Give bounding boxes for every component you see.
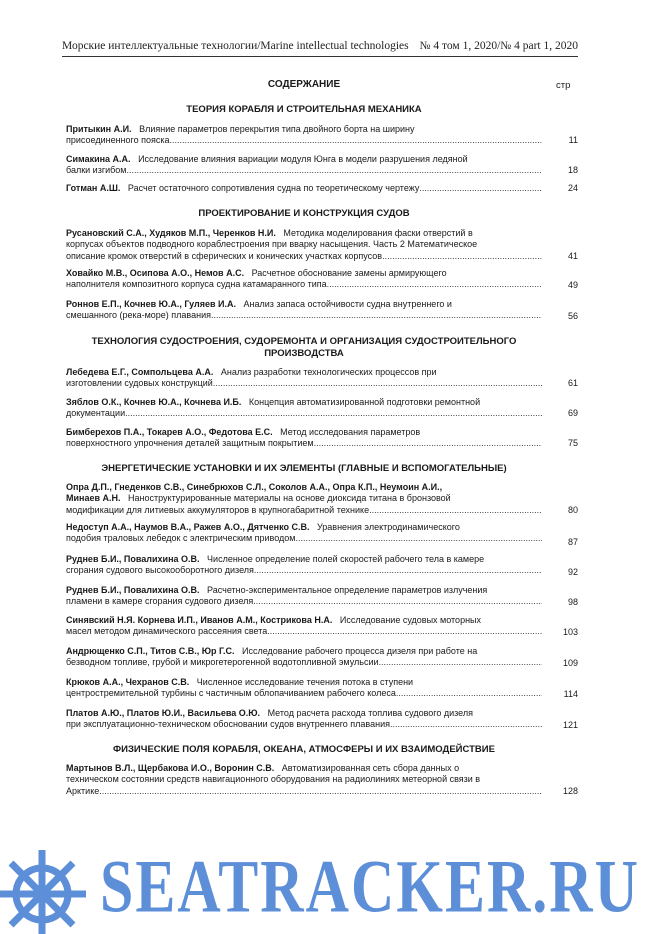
section-title-line: ТЕХНОЛОГИЯ СУДОСТРОЕНИЯ, СУДОРЕМОНТА И ОРГАНИЗАЦИЯ СУДОСТРОИТЕЛЬНОГО <box>91 336 517 347</box>
toc-entry <box>66 124 542 147</box>
toc-entry <box>66 482 542 516</box>
entry-authors: Крюков А.А., Чехранов С.В. <box>66 677 190 687</box>
entry-title-end: балки изгибом <box>66 165 127 176</box>
entry-authors: Бимберехов П.А., Токарев А.О., Федотова Е.С. <box>66 427 273 437</box>
leader-dots <box>369 505 542 516</box>
issue-number: № 4 том 1, 2020/№ 4 part 1, 2020 <box>419 40 578 52</box>
journal-title: Морские интеллектуальные технологии/Marine intellectual technologies <box>62 40 409 52</box>
entry-page: 61 <box>567 378 578 388</box>
entry-authors: Симакина А.А. <box>66 154 131 164</box>
entry-title: Численное исследование течения потока в ступени <box>196 677 414 687</box>
entry-title-end: пламени в камере сгорания судового дизеля <box>66 596 254 607</box>
entry-authors: Готман А.Ш. <box>66 183 121 193</box>
toc-entry <box>66 268 542 291</box>
toc-entry <box>66 763 542 797</box>
page-column-label: стр <box>556 80 571 91</box>
toc-entry <box>66 183 542 194</box>
entry-page: 98 <box>567 597 578 607</box>
header-rule <box>62 56 578 57</box>
entry-title: Расчетно-экспериментальное определение параметров излучения <box>207 585 488 595</box>
entry-title: Метод исследования параметров <box>280 427 421 437</box>
section-title: ЭНЕРГЕТИЧЕСКИЕ УСТАНОВКИ И ИХ ЭЛЕМЕНТЫ (ГЛАВНЫЕ И ВСПОМОГАТЕЛЬНЫЕ) <box>101 463 507 474</box>
leader-dots <box>213 378 542 389</box>
entry-page: 109 <box>562 658 578 668</box>
entry-title-end: безводном топливе, грубой и микрогетерогенной водотопливной эмульсии <box>66 657 379 668</box>
entry-title-cont: корпусах объектов подводного кораблестроения при вварку насыщения. Часть 2 Математическое <box>66 239 478 250</box>
leader-dots <box>254 565 542 576</box>
entry-page: 128 <box>562 786 578 796</box>
entry-authors: Русановский С.А., Худяков М.П., Черенков Н.И. <box>66 228 276 238</box>
section-title: ФИЗИЧЕСКИЕ ПОЛЯ КОРАБЛЯ, ОКЕАНА, АТМОСФЕРЫ И ИХ ВЗАИМОДЕЙСТВИЕ <box>113 744 495 755</box>
entry-title-end: документации <box>66 408 126 419</box>
toc-entry <box>66 585 542 608</box>
entry-title-end: смешанного (река-море) плавания <box>66 310 211 321</box>
entry-page: 75 <box>567 438 578 448</box>
entry-title: Концепция автоматизированной подготовки ремонтной <box>248 397 481 407</box>
leader-dots <box>211 310 542 321</box>
entry-page: 92 <box>567 567 578 577</box>
entry-title: Влияние параметров перекрытия типа двойного борта на ширину <box>139 124 415 134</box>
entry-title-end: при эксплуатационно-техническом обосновании судов внутреннего плавания <box>66 719 390 730</box>
leader-dots <box>99 786 542 797</box>
leader-dots <box>379 657 542 668</box>
entry-title-end: изготовлении судовых конструкций <box>66 378 213 389</box>
entry-title: Расчет остаточного сопротивления судна по теоретическому чертежу <box>127 183 420 193</box>
entry-title: Наноструктурированные материалы на основе диоксида титана в бронзовой <box>128 493 451 504</box>
entry-page: 56 <box>567 311 578 321</box>
toc-entry <box>66 154 542 177</box>
toc-entry <box>66 397 542 420</box>
entry-title: Исследование рабочего процесса дизеля при работе на <box>242 646 478 656</box>
leader-dots <box>327 279 542 290</box>
section-title: ПРОЕКТИРОВАНИЕ И КОНСТРУКЦИЯ СУДОВ <box>198 208 410 219</box>
entry-authors: Платов А.Ю., Платов Ю.И., Васильева О.Ю. <box>66 708 261 718</box>
entry-authors: Минаев А.Н. <box>66 493 121 504</box>
entry-title: Анализ разработки технологических процессов при <box>220 367 437 377</box>
entry-page: 49 <box>567 280 578 290</box>
watermark-text: SEATRACKER.RU <box>100 845 640 928</box>
toc-entry <box>66 522 542 545</box>
entry-title-end: Арктике <box>66 785 100 796</box>
leader-dots <box>267 626 542 637</box>
entry-title-end: подобия траловых лебедок с электрическим приводом <box>66 533 296 544</box>
toc-entry <box>66 615 542 638</box>
entry-page: 69 <box>567 408 578 418</box>
leader-dots <box>382 251 542 262</box>
toc-entry <box>66 554 542 577</box>
leader-dots <box>396 688 542 699</box>
leader-dots <box>295 533 542 544</box>
entry-title-end: поверхностного упрочнения деталей защитным покрытием <box>66 438 314 449</box>
leader-dots <box>170 135 542 146</box>
entry-title-end: сгорания судового высокооборотного дизеля <box>66 565 254 576</box>
toc-entry <box>66 708 542 731</box>
entry-page: 41 <box>567 251 578 261</box>
entry-authors: Руднев Б.И., Повалихина О.В. <box>66 585 200 595</box>
entry-title: Уравнения электродинамического <box>316 522 460 532</box>
entry-title-end: центростремительной турбины с частичным облопачиванием рабочего колеса <box>66 688 396 699</box>
entry-title-cont: техническом состоянии средств навигационного оборудования на радиолиниях метеорной связи в <box>66 774 481 785</box>
toc-title: СОДЕРЖАНИЕ <box>267 79 341 90</box>
entry-title: Методика моделирования фаски отверстий в <box>283 228 473 238</box>
entry-authors: Роннов Е.П., Кочнев Ю.А., Гуляев И.А. <box>66 299 237 309</box>
entry-page: 103 <box>562 627 578 637</box>
entry-title: Исследование судовых моторных <box>339 615 482 625</box>
entry-title: Исследование влияния вариации модуля Юнга в модели разрушения ледяной <box>138 154 468 164</box>
toc-entry <box>66 367 542 390</box>
entry-authors: Опра Д.П., Гнеденков С.В., Синебрюхов С.Л., Соколов А.А., Опра К.П., Неумоин А.И., <box>66 482 443 492</box>
watermark <box>0 818 666 934</box>
entry-title-end: масел методом динамического рассеяния света <box>66 626 268 637</box>
entry-authors: Недоступ А.А., Наумов В.А., Ражев А.О., Дятченко С.В. <box>66 522 310 532</box>
entry-authors: Андрющенко С.П., Титов С.В., Юр Г.С. <box>66 646 235 656</box>
entry-page: 11 <box>568 135 578 145</box>
section-title: ТЕОРИЯ КОРАБЛЯ И СТРОИТЕЛЬНАЯ МЕХАНИКА <box>186 104 422 115</box>
running-header <box>62 38 578 56</box>
entry-title-end: модификации для литиевых аккумуляторов в крупногабаритной технике <box>66 504 370 515</box>
entry-authors: Зяблов О.К., Кочнев Ю.А., Кочнева И.Б. <box>66 397 242 407</box>
section-title-line: ПРОИЗВОДСТВА <box>264 348 344 359</box>
entry-authors: Мартынов В.Л., Щербакова И.О., Воронин С.В. <box>66 763 275 773</box>
entry-title-end: присоединенного пояска <box>66 135 170 146</box>
entry-title: Автоматизированная сеть сбора данных о <box>281 763 460 773</box>
entry-title-end: описание кромок отверстий в сферических и конических участках корпусов <box>66 250 383 261</box>
entry-page: 18 <box>567 165 578 175</box>
section-title <box>66 336 542 360</box>
entry-title: Анализ запаса остойчивости судна внутреннего и <box>243 299 452 309</box>
entry-page: 114 <box>563 689 578 699</box>
toc-entry <box>66 646 542 669</box>
entry-page: 80 <box>567 505 578 515</box>
entry-page: 87 <box>567 537 578 547</box>
leader-dots <box>253 596 542 607</box>
leader-dots <box>126 165 542 176</box>
toc-entry <box>66 228 542 262</box>
entry-title: Метод расчета расхода топлива судового дизеля <box>267 708 474 718</box>
toc-entry <box>66 677 542 700</box>
entry-authors: Ховайко М.В., Осипова А.О., Немов А.С. <box>66 268 245 278</box>
toc-entry <box>66 427 542 450</box>
toc-entry <box>66 299 542 322</box>
leader-dots <box>125 408 542 419</box>
entry-authors: Руднев Б.И., Повалихина О.В. <box>66 554 200 564</box>
leader-dots <box>390 719 542 730</box>
entry-page: 121 <box>562 720 578 730</box>
entry-title: Расчетное обоснование замены армирующего <box>251 268 447 278</box>
entry-authors: Синявский Н.Я. Корнева И.П., Иванов А.М., Кострикова Н.А. <box>66 615 333 625</box>
leader-dots <box>419 183 542 194</box>
entry-page: 24 <box>567 183 578 193</box>
entry-title-end: наполнителя композитного корпуса судна катамаранного типа <box>66 279 327 290</box>
leader-dots <box>314 438 542 449</box>
entry-title: Численное определение полей скоростей рабочего тела в камере <box>207 554 485 564</box>
entry-authors: Лебедева Е.Г., Сомпольцева А.А. <box>66 367 214 377</box>
entry-authors: Притыкин А.И. <box>66 124 132 134</box>
